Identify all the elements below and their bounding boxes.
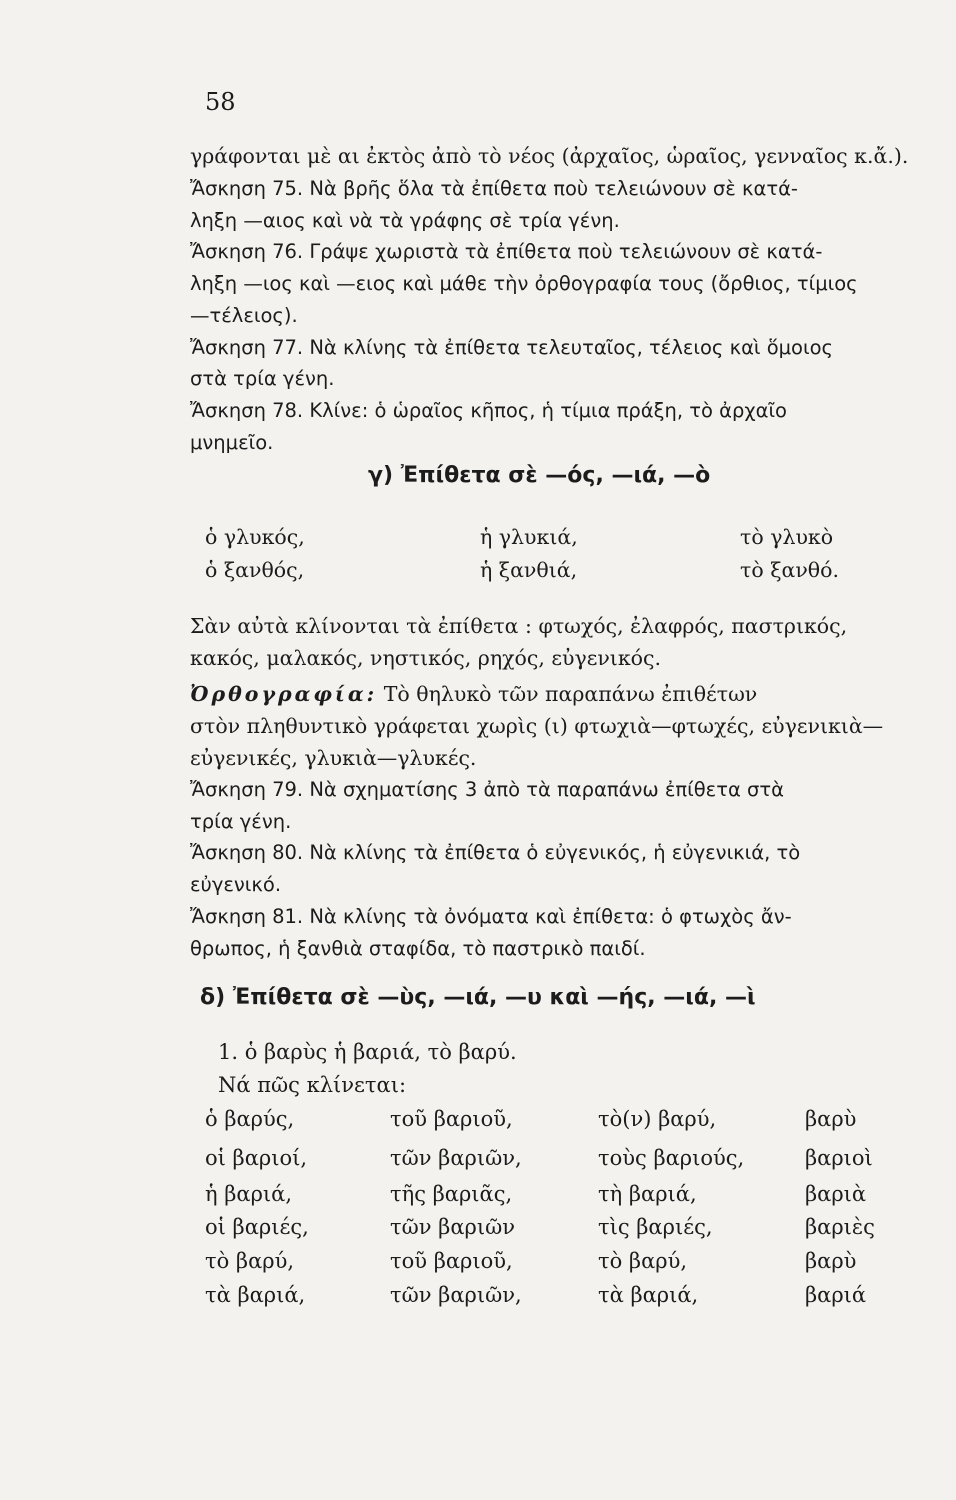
declension-cell: τὸ βαρύ, (205, 1249, 295, 1273)
declension-cell: τῆς βαριᾶς, (390, 1182, 513, 1206)
declension-cell: τὶς βαριές, (598, 1215, 713, 1239)
delta-intro: 1. ὁ βαρὺς ἡ βαριά, τὸ βαρύ. (218, 1040, 517, 1064)
text-line: τρία γένη. (190, 809, 292, 833)
declension-cell: τὰ βαριά, (598, 1283, 699, 1307)
declension-cell: τὸ(ν) βαρύ, (598, 1107, 717, 1131)
top-paragraph-lead (190, 140, 940, 172)
text-line: Σὰν αὐτὰ κλίνονται τὰ ἐπίθετα : φτωχός, ἐλαφρός, παστρικός, (190, 614, 848, 638)
declension-cell: ἡ βαριά, (205, 1182, 293, 1206)
exercises-79-81 (190, 774, 940, 964)
declension-cell: βαριοὶ (805, 1146, 873, 1170)
declension-cell: βαριὰ (805, 1182, 867, 1206)
text-line: —τέλειος). (190, 303, 298, 327)
form-fem: ἡ ξανθιά, (480, 558, 578, 582)
text-line: Ἄσκηση 80. Νὰ κλίνης τὰ ἐπίθετα ὁ εὐγενικός, ἡ εὐγενικιά, τὸ (190, 841, 801, 865)
declension-cell: τὴ βαριά, (598, 1182, 697, 1206)
section-delta-heading: δ) Ἐπίθετα σὲ —ὺς, —ιά, —υ καὶ —ής, —ιά, —ὶ (200, 985, 756, 1010)
section-gamma-heading: γ) Ἐπίθετα σὲ —ός, —ιά, —ὸ (368, 463, 711, 488)
form-masc: ὁ γλυκός, (205, 525, 305, 549)
text-line: Ἄσκηση 76. Γράψε χωριστὰ τὰ ἐπίθετα ποὺ τελειώνουν σὲ κατά- (190, 240, 823, 264)
form-neut: τὸ γλυκὸ (740, 525, 834, 549)
page-number: 58 (205, 88, 236, 116)
text-line: εὐγενικές, γλυκιὰ—γλυκές. (190, 746, 477, 770)
orthography-label: Ὀρθογραφία: (190, 682, 378, 706)
declension-cell: τοῦ βαριοῦ, (390, 1249, 513, 1273)
text-line: μνημεῖο. (190, 430, 274, 454)
text-line: Ἄσκηση 77. Νὰ κλίνης τὰ ἐπίθετα τελευταῖος, τέλειος καὶ ὅμοιος (190, 335, 833, 359)
declension-cell: τῶν βαριῶν, (390, 1146, 522, 1170)
declension-cell: οἱ βαριοί, (205, 1146, 308, 1170)
declension-cell: βαρὺ (805, 1249, 857, 1273)
orthography-text: Τὸ θηλυκὸ τῶν παραπάνω ἐπιθέτων (383, 682, 758, 706)
text-line: Ἄσκηση 78. Κλίνε: ὁ ὡραῖος κῆπος, ἡ τίμια πράξη, τὸ ἀρχαῖο (190, 398, 787, 422)
declension-cell: τοὺς βαριούς, (598, 1146, 745, 1170)
declension-cell: βαριά (805, 1283, 867, 1307)
text-line: Ἄσκηση 79. Νὰ σχηματίσης 3 ἀπὸ τὰ παραπάνω ἐπίθετα στὰ (190, 778, 784, 801)
declension-cell: βαριὲς (805, 1215, 875, 1239)
text-line: θρωπος, ἡ ξανθιὰ σταφίδα, τὸ παστρικὸ παιδί. (190, 936, 646, 960)
text-line: εὐγενικό. (190, 873, 282, 897)
declension-cell: βαρὺ (805, 1107, 857, 1131)
declension-cell: οἱ βαριές, (205, 1215, 309, 1239)
text-line: γράφονται μὲ αι ἐκτὸς ἀπὸ τὸ νέος (ἀρχαῖος, ὡραῖος, γενναῖος κ.ἄ.). (190, 144, 909, 168)
text-line: κακός, μαλακός, νηστικός, ρηχός, εὐγενικός. (190, 646, 661, 670)
declension-cell: τὰ βαριά, (205, 1283, 306, 1307)
text-line: στὸν πληθυντικὸ γράφεται χωρὶς (ι) φτωχιὰ—φτωχές, εὐγενικιὰ— (190, 714, 884, 738)
declension-cell: τῶν βαριῶν (390, 1215, 515, 1239)
text-line (190, 678, 940, 710)
text-line: ληξη —αιος καὶ νὰ τὰ γράφης σὲ τρία γένη. (190, 208, 620, 232)
form-masc: ὁ ξανθός, (205, 558, 305, 582)
declension-cell: ὁ βαρύς, (205, 1107, 295, 1131)
declension-cell: τῶν βαριῶν, (390, 1283, 522, 1307)
text-line: ληξη —ιος καὶ —ειος καὶ μάθε τὴν ὀρθογραφία τους (ὄρθιος, τίμιος (190, 272, 858, 296)
text-line: Ἄσκηση 81. Νὰ κλίνης τὰ ὀνόματα καὶ ἐπίθετα: ὁ φτωχὸς ἄν- (190, 904, 792, 928)
declension-label: Νά πῶς κλίνεται: (218, 1073, 407, 1097)
text-line: στὰ τρία γένη. (190, 367, 335, 391)
gamma-text (190, 610, 940, 674)
text-line: Ἄσκηση 75. Νὰ βρῆς ὅλα τὰ ἐπίθετα ποὺ τελειώνουν σὲ κατά- (190, 177, 798, 200)
exercises-75-78 (190, 173, 940, 458)
orthography-note (190, 678, 940, 774)
declension-cell: τοῦ βαριοῦ, (390, 1107, 513, 1131)
declension-cell: τὸ βαρύ, (598, 1249, 688, 1273)
form-fem: ἡ γλυκιά, (480, 525, 578, 549)
form-neut: τὸ ξανθό. (740, 558, 839, 582)
